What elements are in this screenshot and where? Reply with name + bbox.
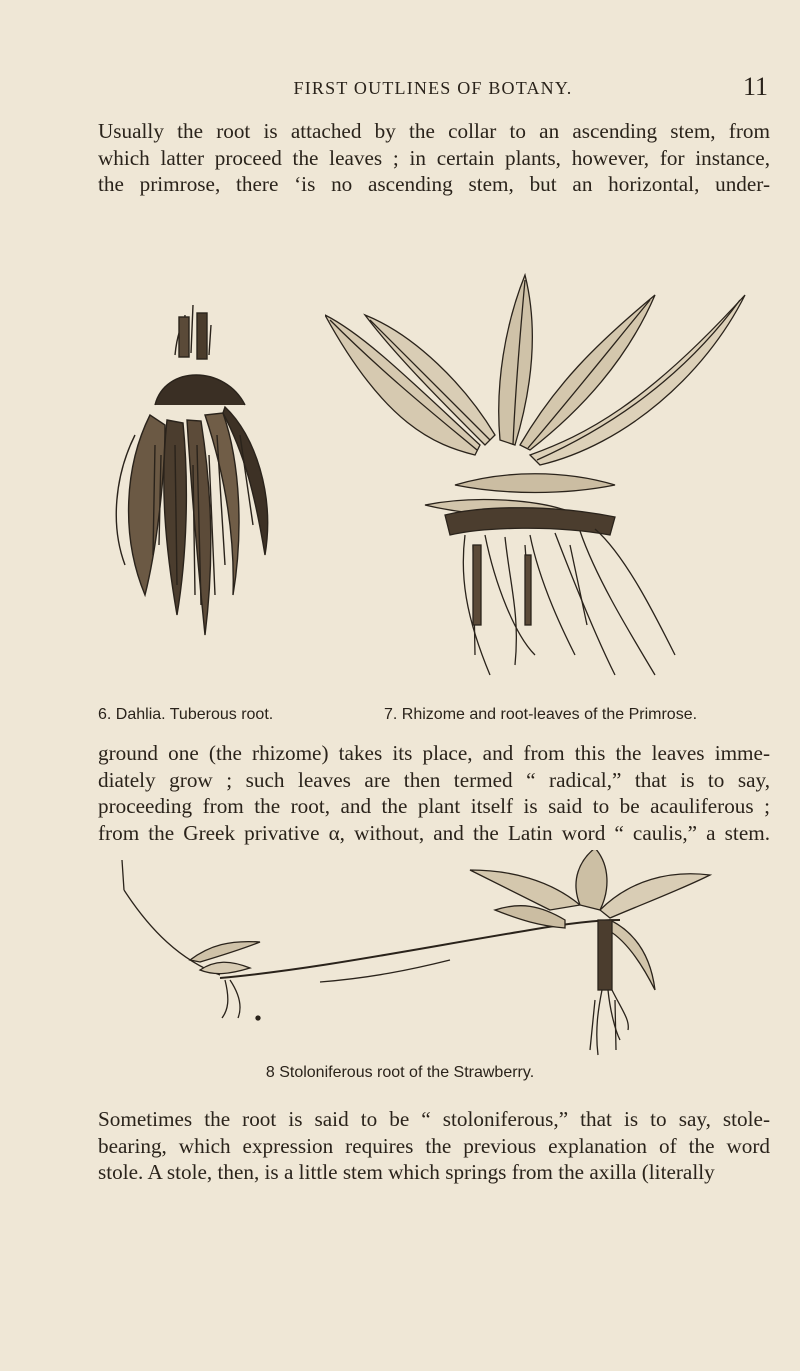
text-line: bearing, which expression requires the previous explanation of the word [98,1133,770,1158]
text-line: proceeding from the root, and the plant itself is said to be acauliferous ; [98,794,770,819]
text-line: which latter proceed the leaves ; in certain plants, however, for instance, [98,145,770,170]
text-line: ground one (the rhizome) takes its place, and from this the leaves imme- [98,741,770,765]
running-header [98,72,768,108]
text-line: the primrose, there ‘is no ascending stem, but an horizontal, under- [98,172,770,197]
strawberry-stolon-illustration [110,850,750,1060]
running-title: FIRST OUTLINES OF BOTANY. [293,78,573,98]
page-number: 11 [742,72,768,101]
text-line: from the Greek privative α, without, and the Latin word “ caulis,” a stem. [98,820,770,845]
figure-7-caption: 7. Rhizome and root-leaves of the Primrose. [384,706,698,723]
text-line: Usually the root is attached by the collar to an ascending stem, from [98,119,770,143]
primrose-rhizome-illustration [325,255,755,695]
figure-6-caption: 6. Dahlia. Tuberous root. [98,706,274,723]
text-line: stole. A stole, then, is a little stem which springs from the axilla (literally [98,1160,715,1185]
paragraph-collar [98,118,770,198]
dahlia-tuberous-root-illustration [105,295,295,655]
paragraph-stolon [98,1106,770,1186]
text-line: Sometimes the root is said to be “ stoloniferous,” that is to say, stole- [98,1107,770,1131]
text-line: diately grow ; such leaves are then termed “ radical,” that is to say, [98,767,770,792]
paragraph-rhizome [98,740,770,846]
figure-8-caption: 8 Stoloniferous root of the Strawberry. [265,1064,535,1081]
